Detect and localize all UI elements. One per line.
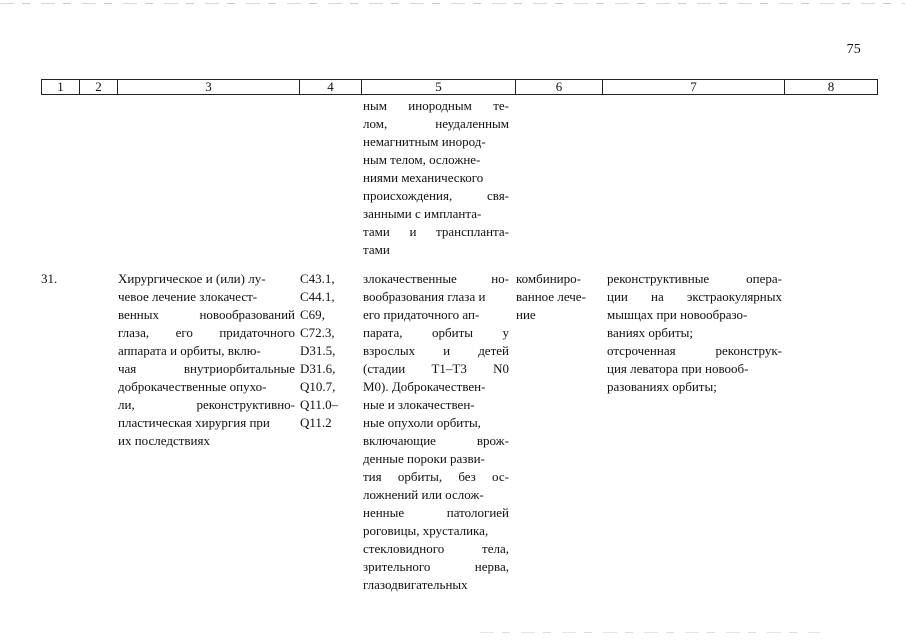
- text-line: [363, 486, 509, 504]
- text-line: [363, 133, 509, 151]
- text-line: [363, 288, 509, 306]
- text-word: без: [458, 469, 476, 484]
- header-col-3: 3: [118, 80, 300, 94]
- icd-code: D31.6,: [300, 361, 336, 376]
- text-line: [363, 270, 509, 288]
- text-word: происхождения,: [363, 188, 453, 203]
- text-word: реконструк-: [715, 343, 782, 358]
- text-line: [118, 306, 295, 324]
- icd-code: D31.5,: [300, 343, 336, 358]
- text-word: злокачественные: [363, 271, 457, 286]
- text-word: орбиты,: [397, 469, 443, 484]
- text-word: и: [443, 343, 451, 358]
- text-word: инородным: [408, 98, 472, 113]
- text-word: зрительного: [363, 559, 431, 574]
- text-word: неудаленным: [435, 116, 509, 131]
- text-line: [118, 324, 295, 342]
- text-word: тами: [363, 242, 390, 257]
- text-word: его придаточного ап-: [363, 307, 480, 322]
- row-31-col3-text: [118, 270, 295, 450]
- text-line: [516, 306, 601, 324]
- text-word: аппарата и орбиты, вклю-: [118, 343, 261, 358]
- text-word: ванное лече-: [516, 289, 586, 304]
- text-word: у: [502, 325, 509, 340]
- header-col-6: 6: [516, 80, 603, 94]
- text-word: мышцах при новообразо-: [607, 307, 748, 322]
- text-line: [363, 396, 509, 414]
- page-number: 75: [846, 42, 861, 57]
- text-word: глаза,: [118, 325, 150, 340]
- icd-code: Q11.2: [300, 415, 332, 430]
- text-line: [363, 378, 509, 396]
- text-word: тела,: [482, 541, 509, 556]
- text-line: [363, 360, 509, 378]
- header-col-5: 5: [362, 80, 516, 94]
- text-line: [607, 270, 782, 288]
- row-31-col7-text: [607, 270, 782, 396]
- text-word: его: [175, 325, 193, 340]
- text-line: [607, 306, 782, 324]
- text-word: T1–T3: [431, 361, 467, 376]
- text-line: [607, 378, 782, 396]
- text-line: [363, 468, 509, 486]
- text-word: занными с импланта-: [363, 206, 482, 221]
- text-word: детей: [478, 343, 509, 358]
- text-word: внутриорбитальные: [183, 361, 295, 376]
- text-word: Хирургическое и (или) лу-: [118, 271, 266, 286]
- text-line: [118, 270, 295, 288]
- text-word: патологией: [446, 505, 509, 520]
- text-line: [363, 522, 509, 540]
- text-line: [118, 432, 295, 450]
- text-word: ция леватора при новооб-: [607, 361, 749, 376]
- table-header-row: [41, 79, 878, 95]
- text-line: [607, 360, 782, 378]
- text-line: [363, 432, 509, 450]
- text-word: опера-: [746, 271, 782, 286]
- text-line: [118, 342, 295, 360]
- text-line: [363, 504, 509, 522]
- text-line: [363, 115, 509, 133]
- text-word: ненные: [363, 505, 405, 520]
- text-word: венных: [118, 307, 159, 322]
- text-line: [118, 378, 295, 396]
- text-word: взрослых: [363, 343, 416, 358]
- text-line: [363, 187, 509, 205]
- text-word: ным телом, осложне-: [363, 152, 481, 167]
- scan-edge-artifact: [0, 3, 905, 4]
- header-col-4: 4: [300, 80, 362, 94]
- text-word: ли,: [118, 397, 135, 412]
- icd-code: Q10.7,: [300, 379, 336, 394]
- text-word: те-: [493, 98, 509, 113]
- text-word: ложнений или ослож-: [363, 487, 484, 502]
- text-line: [118, 414, 295, 432]
- text-line: [363, 151, 509, 169]
- text-word: пластическая хирургия при: [118, 415, 270, 430]
- text-word: ваниях орбиты;: [607, 325, 693, 340]
- text-line: [118, 360, 295, 378]
- continued-row-col5-text: [363, 97, 509, 259]
- text-line: [363, 558, 509, 576]
- text-word: вообразования глаза и: [363, 289, 486, 304]
- text-word: роговицы, хрусталика,: [363, 523, 489, 538]
- text-line: [363, 223, 509, 241]
- text-word: тами: [363, 224, 390, 239]
- text-line: [363, 324, 509, 342]
- row-31-col5-text: [363, 270, 509, 594]
- text-word: экстраокулярных: [686, 289, 782, 304]
- text-word: отсроченная: [607, 343, 676, 358]
- text-word: M0). Доброкачествен-: [363, 379, 486, 394]
- text-word: N0: [493, 361, 509, 376]
- icd-code: C69,: [300, 307, 325, 322]
- text-word: ции: [607, 289, 628, 304]
- text-line: [516, 288, 601, 306]
- text-word: придаточного: [219, 325, 295, 340]
- text-word: реконструктивно-: [196, 397, 295, 412]
- text-line: [607, 324, 782, 342]
- text-word: ос-: [492, 469, 509, 484]
- text-word: их последствиях: [118, 433, 210, 448]
- text-word: глазодвигательных: [363, 577, 468, 592]
- text-word: свя-: [486, 188, 509, 203]
- text-line: [363, 342, 509, 360]
- icd-code: Q11.0–: [300, 397, 339, 412]
- icd-code: C44.1,: [300, 289, 335, 304]
- text-word: на: [650, 289, 664, 304]
- text-word: ным: [363, 98, 387, 113]
- text-word: лом,: [363, 116, 388, 131]
- text-word: орбиты: [432, 325, 474, 340]
- header-col-7: 7: [603, 80, 785, 94]
- text-word: денные пороки разви-: [363, 451, 485, 466]
- text-word: ные опухоли орбиты,: [363, 415, 481, 430]
- text-line: [363, 169, 509, 187]
- text-word: ные и злокачествен-: [363, 397, 475, 412]
- text-word: чая: [118, 361, 137, 376]
- text-word: парата,: [363, 325, 403, 340]
- text-line: [363, 97, 509, 115]
- text-word: ние: [516, 307, 536, 322]
- text-line: [607, 342, 782, 360]
- text-line: [363, 306, 509, 324]
- text-line: [363, 540, 509, 558]
- text-line: [607, 288, 782, 306]
- row-31-col4-codes: [300, 270, 357, 432]
- text-word: тия: [363, 469, 382, 484]
- text-line: [363, 414, 509, 432]
- scan-bottom-artifact: [480, 632, 820, 633]
- text-word: новообразований: [199, 307, 295, 322]
- text-word: включающие: [363, 433, 436, 448]
- text-word: разованиях орбиты;: [607, 379, 717, 394]
- text-word: нерва,: [474, 559, 509, 574]
- header-col-1: 1: [42, 80, 80, 94]
- header-col-8: 8: [827, 79, 835, 94]
- header-col-2: 2: [80, 80, 118, 94]
- text-line: [516, 270, 601, 288]
- text-word: доброкачественные опухо-: [118, 379, 267, 394]
- text-word: реконструктивные: [607, 271, 710, 286]
- text-line: [363, 450, 509, 468]
- text-word: и: [409, 224, 417, 239]
- text-word: чевое лечение злокачест-: [118, 289, 258, 304]
- text-word: немагнитным инород-: [363, 134, 486, 149]
- text-word: комбиниро-: [516, 271, 581, 286]
- icd-code: C43.1,: [300, 271, 335, 286]
- text-word: ниями механического: [363, 170, 484, 185]
- text-word: транспланта-: [436, 224, 509, 239]
- text-word: врож-: [476, 433, 509, 448]
- text-word: (стадии: [363, 361, 406, 376]
- text-word: стекловидного: [363, 541, 445, 556]
- icd-code: C72.3,: [300, 325, 335, 340]
- text-line: [118, 288, 295, 306]
- text-line: [363, 576, 509, 594]
- row-31-number: 31.: [41, 271, 58, 286]
- row-31-col6-text: [516, 270, 601, 324]
- text-line: [363, 205, 509, 223]
- text-line: [363, 241, 509, 259]
- text-line: [118, 396, 295, 414]
- text-word: но-: [491, 271, 509, 286]
